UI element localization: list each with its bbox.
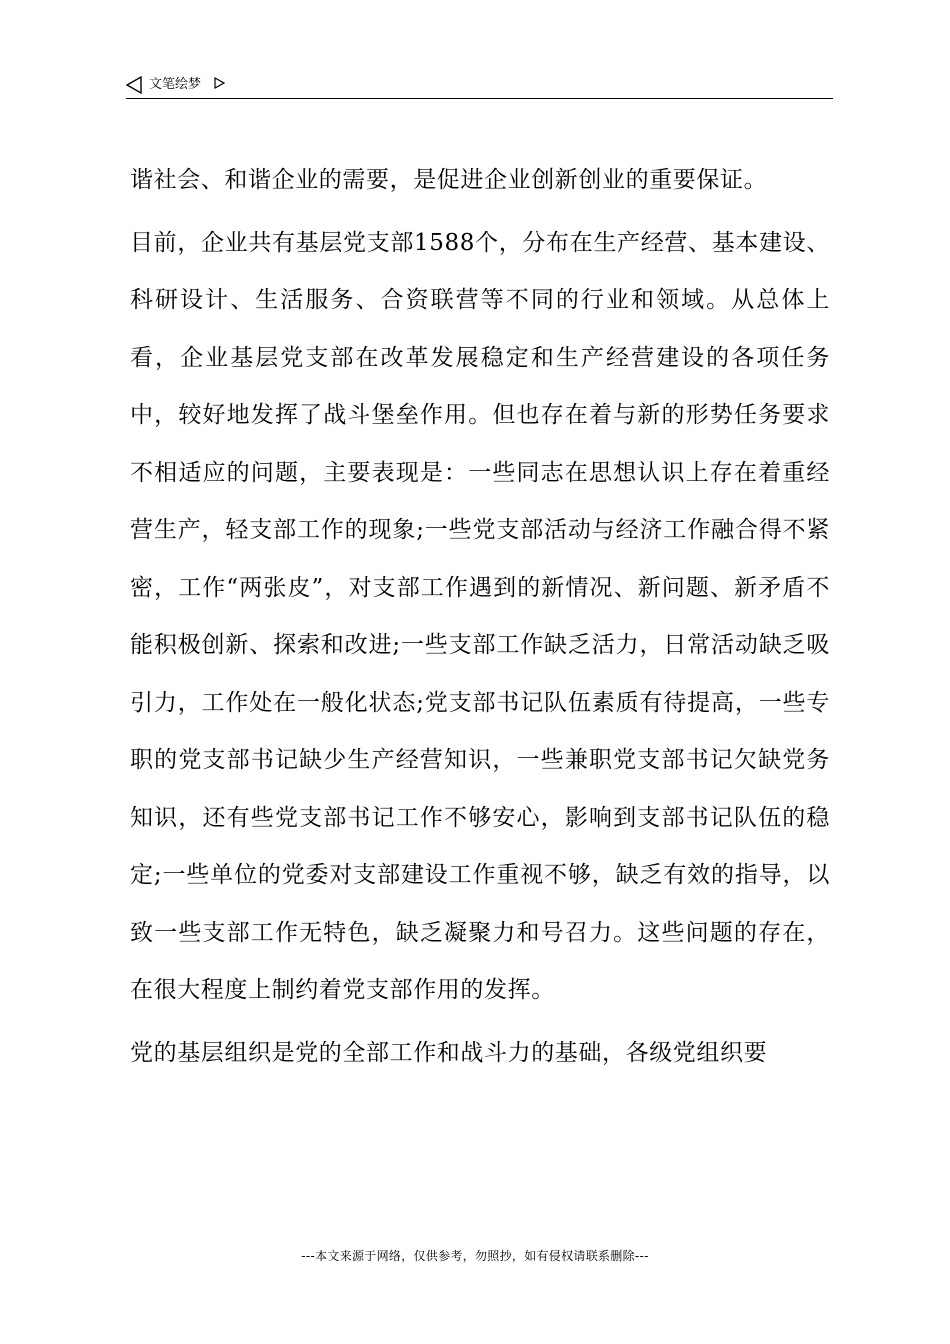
- page-footer: ---本文来源于网络，仅供参考，勿照抄，如有侵权请联系删除---: [301, 1249, 649, 1263]
- document-body: [130, 167, 830, 1087]
- paragraph-2: 目前，企业共有基层党支部1588个，分布在生产经营、基本建设、科研设计、生活服务、合资联营等不同的行业和领域。从总体上看，企业基层党支部在改革发展稳定和生产经营建设的各项任务中，较好地发挥了战斗堡垒作用。但也存在着与新的形势任务要求不相适应的问题，主要表现是：一些同志在思想认识上存在着重经营生产，轻支部工作的现象;一些党支部活动与经济工作融合得不紧密，工作“两张皮”，对支部工作遇到的新情况、新问题、新矛盾不能积极创新、探索和改进;一些支部工作缺乏活力，日常活动缺乏吸引力，工作处在一般化状态;党支部书记队伍素质有待提高，一些专职的党支部书记缺少生产经营知识，一些兼职党支部书记欠缺党务知识，还有些党支部书记工作不够安心，影响到支部书记队伍的稳定;一些单位的党委对支部建设工作重视不够，缺乏有效的指导，以致一些支部工作无特色，缺乏凝聚力和号召力。这些问题的存在，在很大程度上制约着党支部作用的发挥。: [130, 229, 830, 1003]
- right-triangle-icon: [214, 77, 225, 89]
- page-header: [126, 72, 833, 99]
- left-triangle-icon: [126, 76, 142, 94]
- paragraph-1: 谐社会、和谐企业的需要，是促进企业创新创业的重要保证。: [130, 167, 768, 193]
- header-title: 文笔绘梦: [149, 77, 202, 92]
- paragraph-3: 党的基层组织是党的全部工作和战斗力的基础，各级党组织要: [130, 1039, 768, 1066]
